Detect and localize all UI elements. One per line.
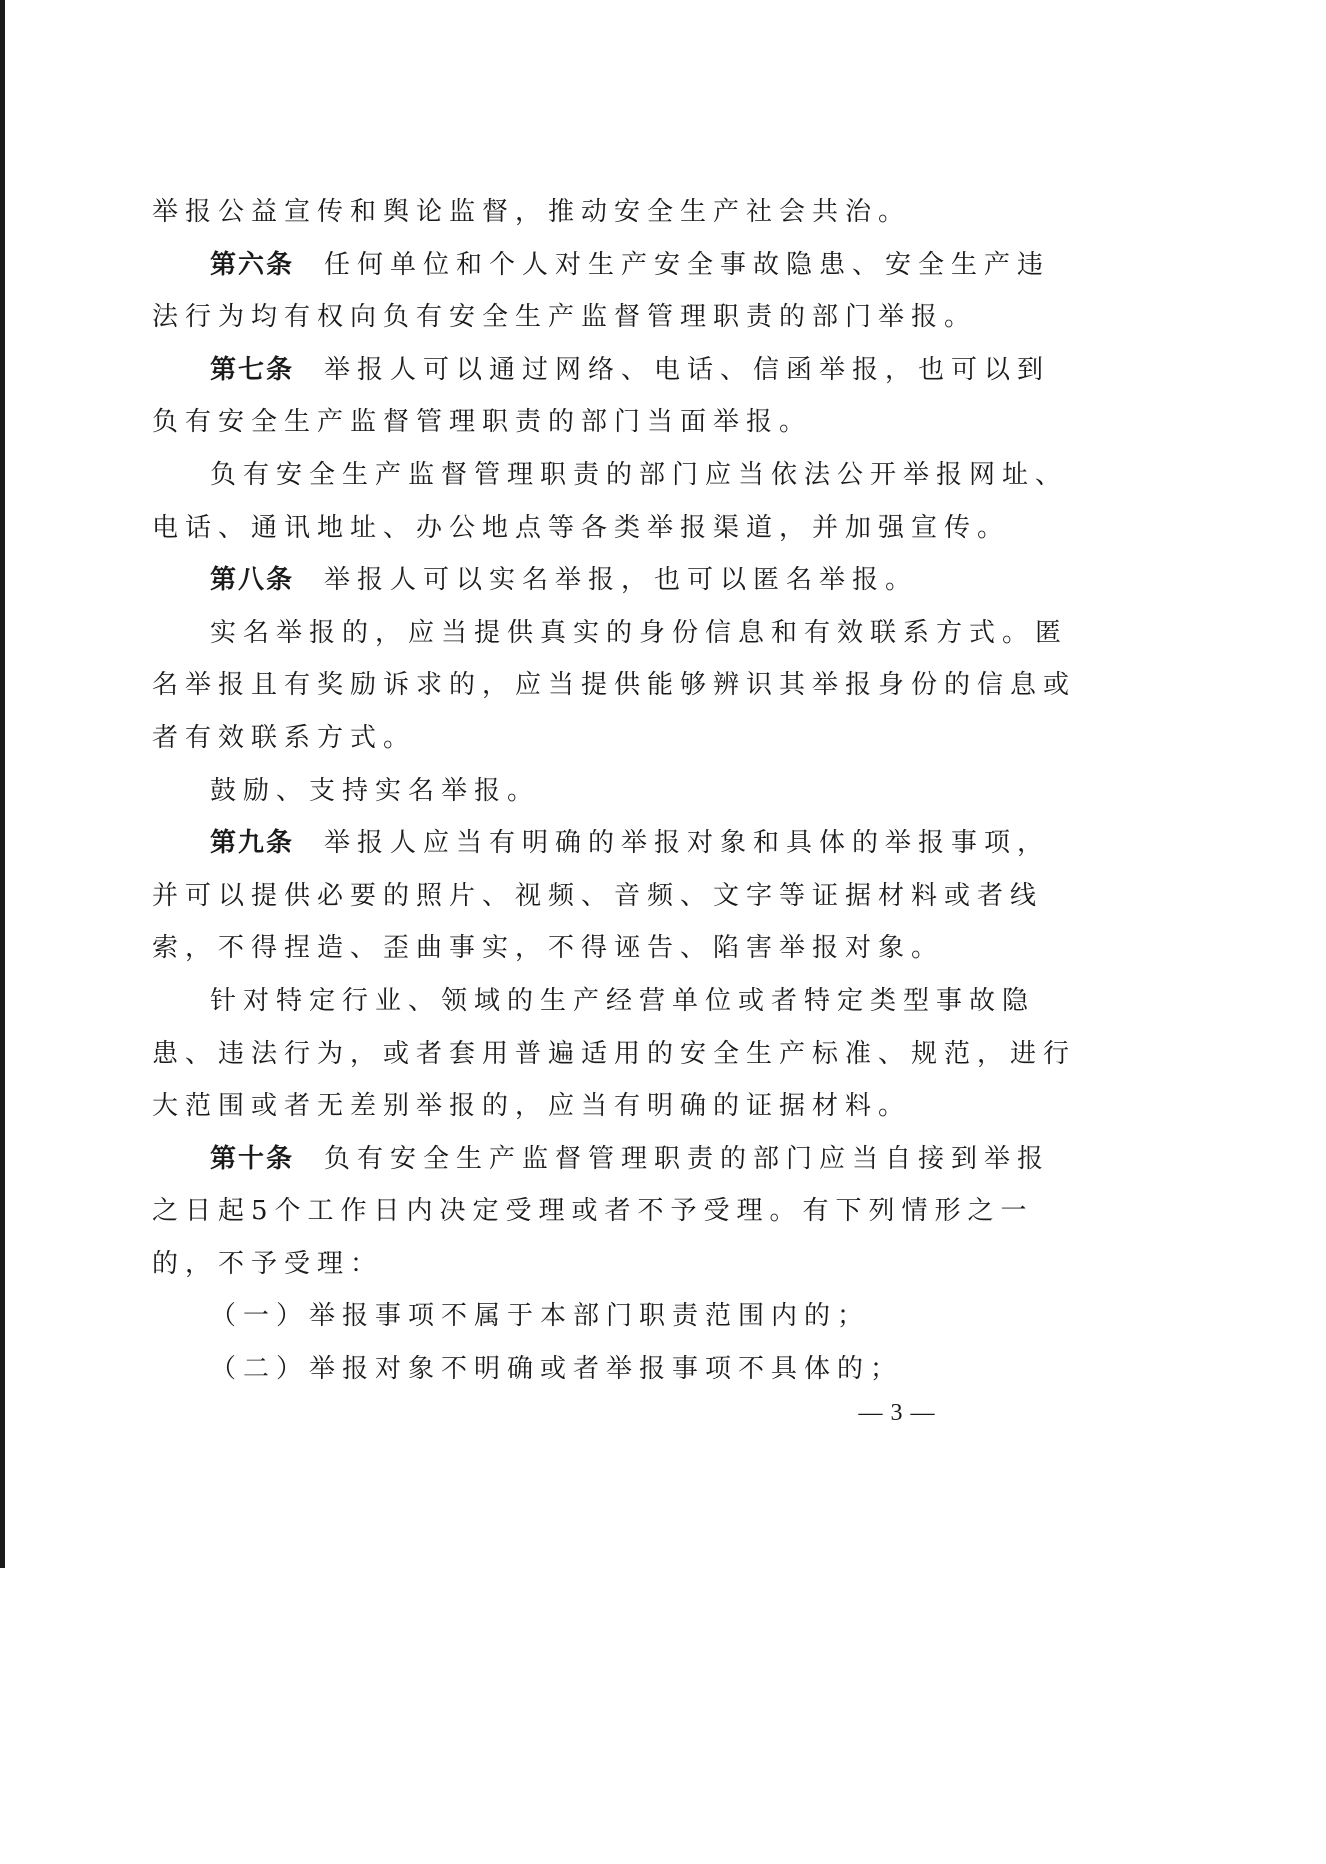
page-left-edge xyxy=(0,0,5,1568)
text-line xyxy=(152,975,1036,1028)
line-text: 实名举报的，应当提供真实的身份信息和有效联系方式。匿 xyxy=(210,617,1069,648)
article-title: 第六条 xyxy=(210,249,295,280)
line-text: 负有安全生产监督管理职责的部门应当自接到举报 xyxy=(324,1143,1051,1174)
line-text: 大范围或者无差别举报的，应当有明确的证据材料。 xyxy=(152,1091,912,1122)
text-line xyxy=(152,659,1077,712)
text-line xyxy=(152,1185,1034,1238)
text-line xyxy=(152,291,982,344)
line-text: 的，不予受理： xyxy=(152,1248,384,1279)
article-line xyxy=(152,554,982,607)
article-title: 第八条 xyxy=(210,565,295,596)
line-text: 举报人可以实名举报，也可以匿名举报。 xyxy=(324,565,919,596)
article-line xyxy=(152,239,1051,292)
article-title: 第七条 xyxy=(210,354,295,385)
text-line xyxy=(152,1290,982,1343)
line-text: 之日起5个工作日内决定受理或者不予受理。有下列情形之一 xyxy=(152,1196,1034,1227)
line-text: 者有效联系方式。 xyxy=(152,722,417,753)
line-text: 患、违法行为，或者套用普遍适用的安全生产标准、规范，进行 xyxy=(152,1038,1077,1069)
line-text: 举报人可以通过网络、电话、信函举报，也可以到 xyxy=(324,354,1051,385)
line-text: （二）举报对象不明确或者举报事项不具体的； xyxy=(210,1354,904,1385)
line-text: 法行为均有权向负有安全生产监督管理职责的部门举报。 xyxy=(152,302,978,333)
text-line xyxy=(152,712,982,765)
document-body xyxy=(152,186,1077,1396)
text-line xyxy=(152,1028,1077,1081)
line-text: 并可以提供必要的照片、视频、音频、文字等证据材料或者线 xyxy=(152,880,1044,911)
line-text: （一）举报事项不属于本部门职责范围内的； xyxy=(210,1301,871,1332)
text-line xyxy=(152,1343,982,1396)
line-text: 任何单位和个人对生产安全事故隐患、安全生产违 xyxy=(324,249,1051,280)
article-line xyxy=(152,344,1051,397)
text-line xyxy=(152,502,1011,555)
article-title: 第十条 xyxy=(210,1143,295,1174)
line-text: 索，不得捏造、歪曲事实，不得诬告、陷害举报对象。 xyxy=(152,933,945,964)
text-line xyxy=(152,870,1044,923)
text-line xyxy=(152,1080,982,1133)
article-line xyxy=(152,1133,1051,1186)
text-line xyxy=(152,186,982,239)
line-text: 负有安全生产监督管理职责的部门当面举报。 xyxy=(152,407,813,438)
line-text: 针对特定行业、领域的生产经营单位或者特定类型事故隐 xyxy=(210,985,1036,1016)
page-number: — 3 — xyxy=(858,1400,936,1426)
text-line xyxy=(152,1238,982,1291)
text-line xyxy=(152,765,982,818)
line-text: 电话、通讯地址、办公地点等各类举报渠道，并加强宣传。 xyxy=(152,512,1011,543)
article-title: 第九条 xyxy=(210,828,295,859)
line-text: 负有安全生产监督管理职责的部门应当依法公开举报网址、 xyxy=(210,459,1069,490)
text-line xyxy=(152,396,982,449)
article-line xyxy=(152,817,1051,870)
line-text: 名举报且有奖励诉求的，应当提供能够辨识其举报身份的信息或 xyxy=(152,670,1077,701)
text-line xyxy=(152,449,1069,502)
line-text: 举报人应当有明确的举报对象和具体的举报事项， xyxy=(324,828,1051,859)
line-text: 鼓励、支持实名举报。 xyxy=(210,775,541,806)
text-line xyxy=(152,607,1069,660)
text-line xyxy=(152,922,982,975)
line-text: 举报公益宣传和舆论监督，推动安全生产社会共治。 xyxy=(152,197,912,227)
